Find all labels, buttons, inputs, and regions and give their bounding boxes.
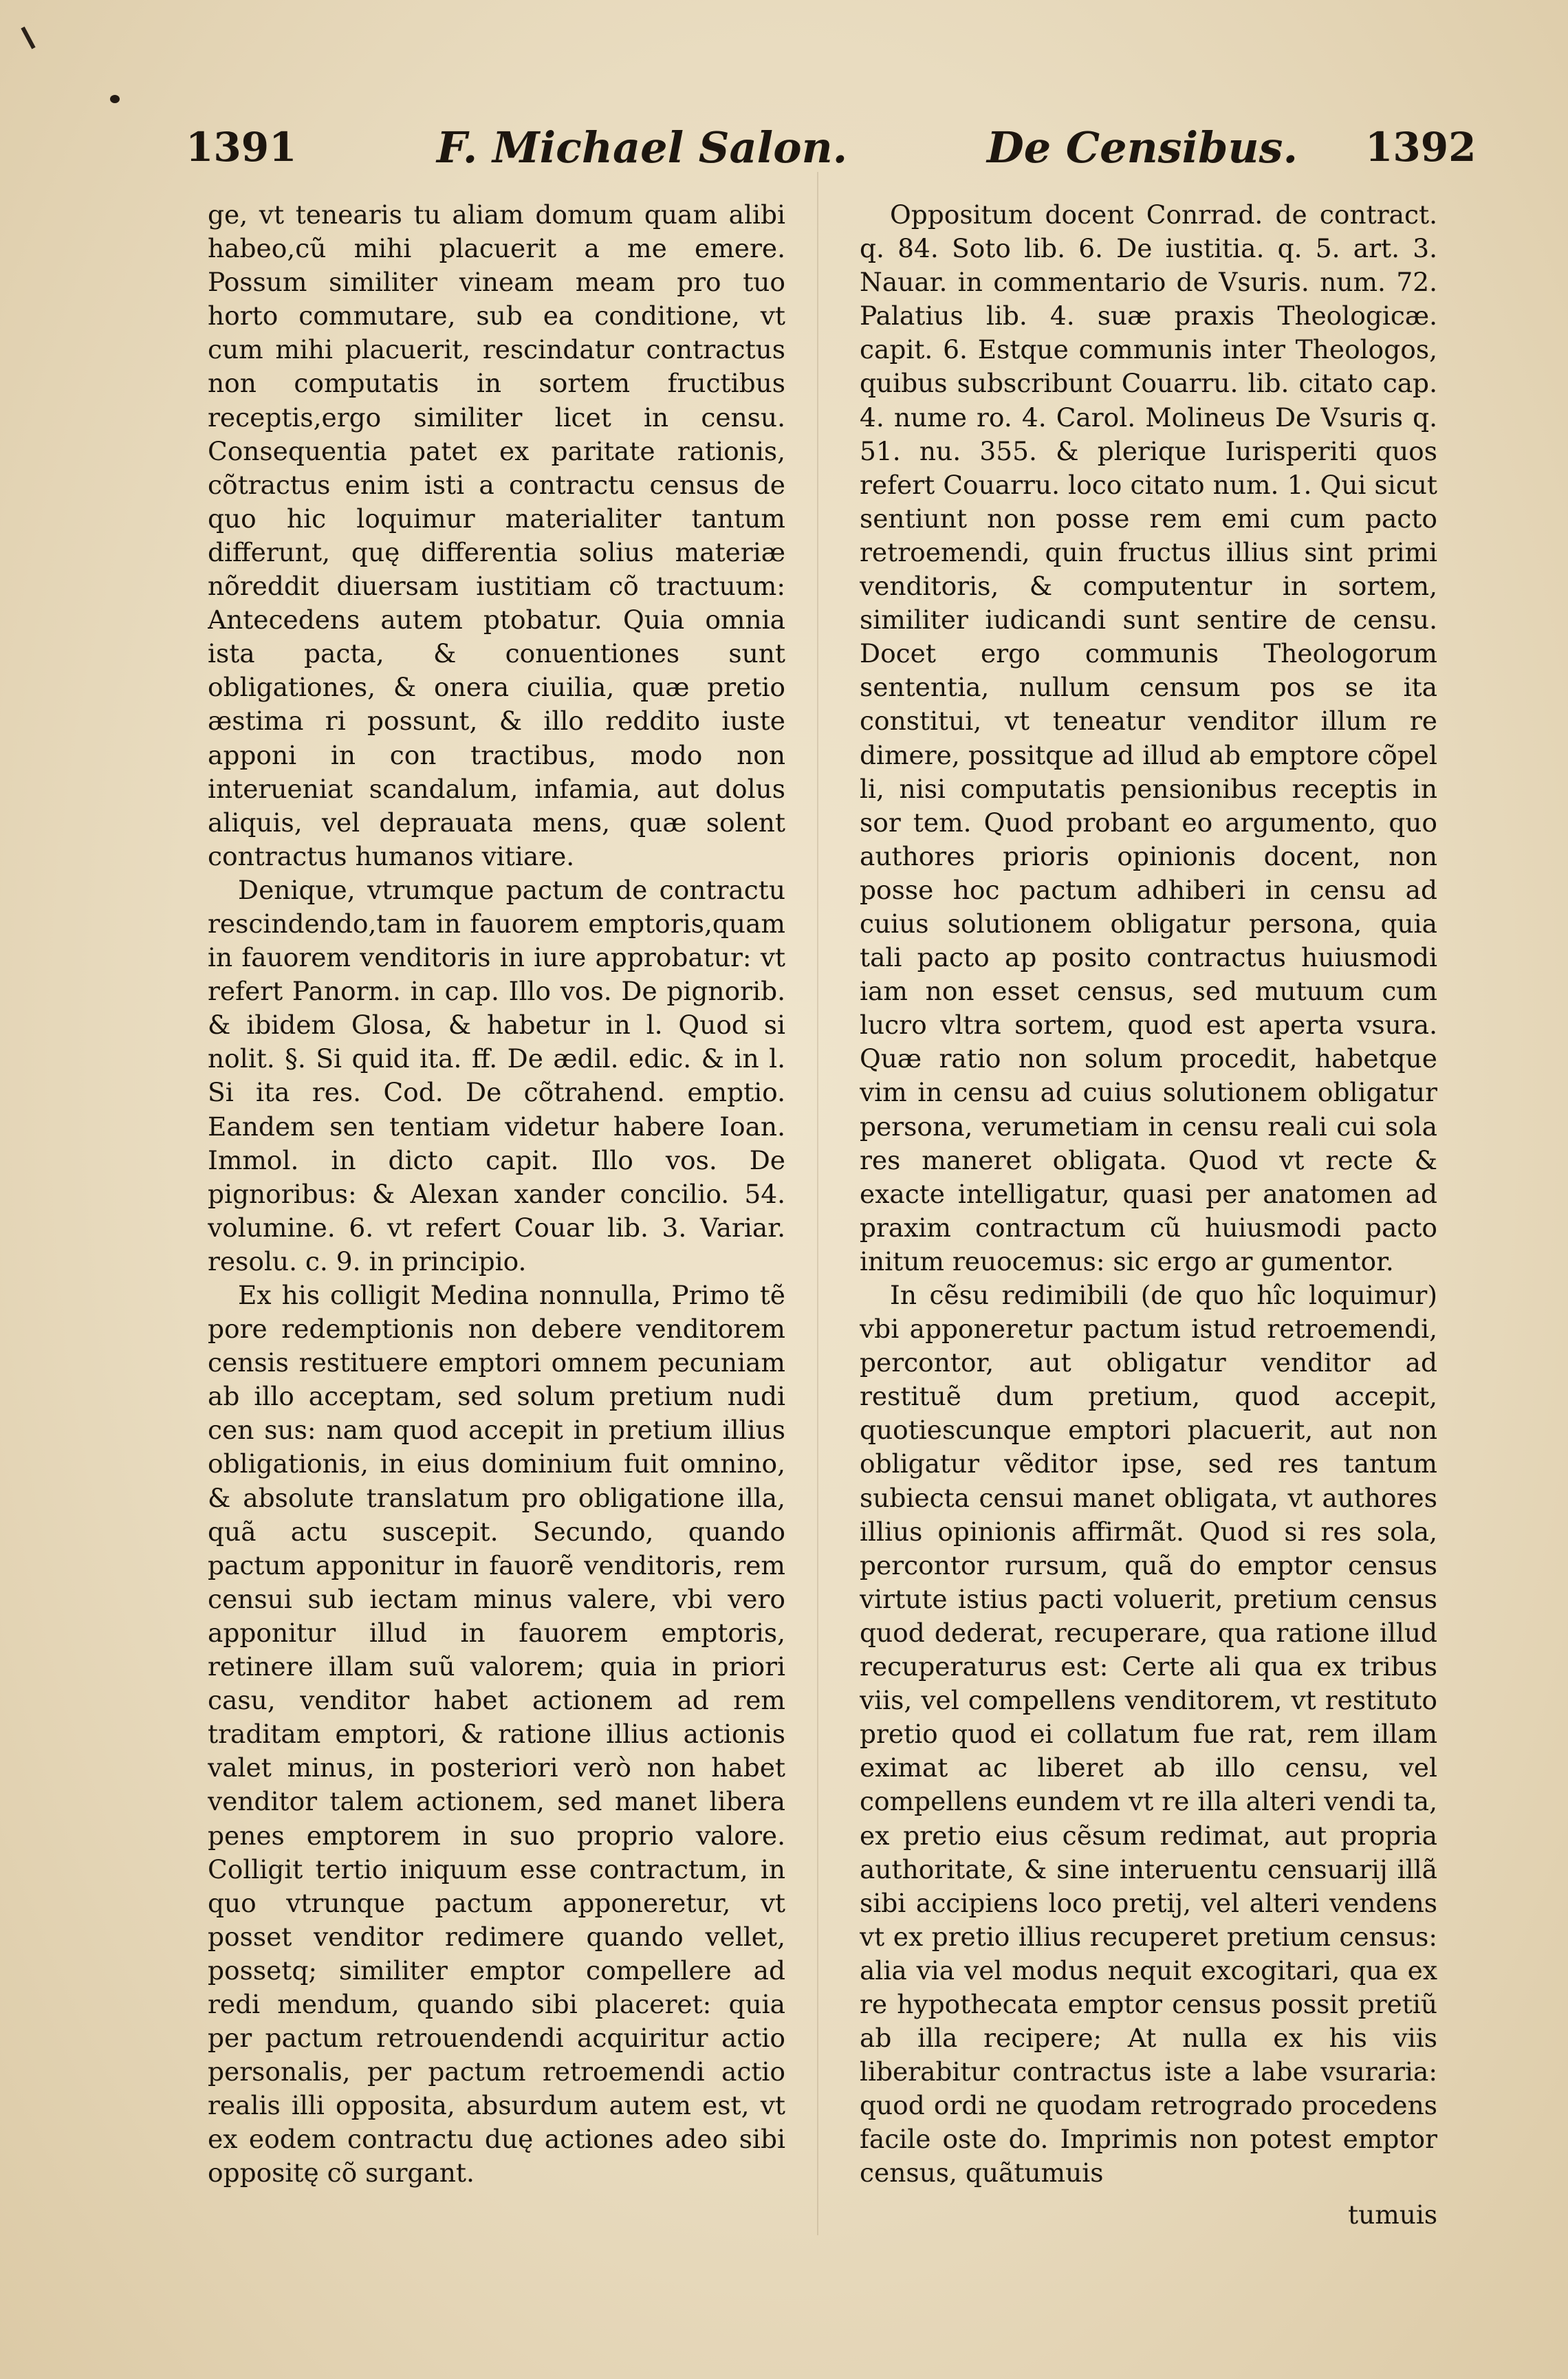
right-running-title: De Censibus. [987, 122, 1298, 173]
ink-mark [21, 27, 35, 50]
paragraph: Denique, vtrumque pactum de contractu rescindendo,tam in fauorem emptoris,quam in fauorem venditoris in iure approbatur: vt refert Panorm. in cap. Illo vos. De pignorib. & ibidem Glosa, & habetur in l. Quod si nolit. §. Si quid ita. ff. De ædil. edic. & in l. Si ita res. Cod. De cõtrahend. emptio. Eandem sen tentiam videtur habere Ioan. Immol. in dicto capit. Illo vos. De pignoribus: & Alexan xander concilio. 54. volumine. 6. vt refert Couar lib. 3. Variar. resolu. c. 9. in principio. [208, 874, 785, 1277]
right-page-number: 1392 [1365, 124, 1477, 171]
catchword: tumuis [1348, 2199, 1438, 2230]
ink-spot [110, 95, 120, 103]
running-header [0, 122, 1568, 177]
paragraph: In cẽsu redimibili (de quo hîc loquimur) vbi apponeretur pactum istud retroemendi, percontor, aut obligatur venditor ad restituẽ dum pretium, quod accepit, quotiescunque emptori placuerit, aut non obligatur vẽditor ipse, sed res tantum subiecta censui manet obligata, vt authores illius opinionis affirmãt. Quod si res sola, percontor rursum, quã do emptor census virtute istius pacti voluerit, pretium census quod dederat, recuperare, qua ratione illud recuperaturus est: Certe ali qua ex tribus viis, vel compellens venditorem, vt restituto pretio quod ei collatum fue rat, rem illam eximat ac liberet ab illo censu, vel compellens eundem vt re illa alteri vendi ta, ex pretio eius cẽsum redimat, aut propria authoritate, & sine interuentu censuarij illã sibi accipiens loco pretij, vel alteri vendens vt ex pretio illius recuperet pretium census: alia via vel modus nequit excogitari, qua ex re hypothecata emptor census possit pretiũ ab illa recipere; At nulla ex his viis liberabitur contractus iste a labe vsuraria: quod ordi ne quodam retrogrado procedens facile oste do. Imprimis non potest emptor census, quãtumuis [860, 1280, 1437, 2188]
left-page-number: 1391 [186, 124, 297, 171]
paragraph: Oppositum docent Conrrad. de contract. q. 84. Soto lib. 6. De iustitia. q. 5. art. 3. Nauar. in commentario de Vsuris. num. 72. Palatius lib. 4. suæ praxis Theologicæ. capit. 6. Estque communis inter Theologos, quibus subscribunt Couarru. lib. citato cap. 4. nume ro. 4. Carol. Molineus De Vsuris q. 51. nu. 355. & plerique Iurisperiti quos refert Couarru. loco citato num. 1. Qui sicut sentiunt non posse rem emi cum pacto retroemendi, quin fructus illius sint primi venditoris, & computentur in sortem, similiter iudicandi sunt sentire de censu. Docet ergo communis Theologorum sententia, nullum censum pos se ita constitui, vt teneatur venditor illum re dimere, possitque ad illud ab emptore cõpel li, nisi computatis pensionibus receptis in sor tem. Quod probant eo argumento, quo authores prioris opinionis docent, non posse hoc pactum adhiberi in censu ad cuius solutionem obligatur persona, quia tali pacto ap posito contractus huiusmodi iam non esset census, sed mutuum cum lucro vltra sortem, quod est aperta vsura. Quæ ratio non solum procedit, habetque vim in censu ad cuius solutionem obligatur persona, verumetiam in censu reali cui sola res maneret obligata. Quod vt recte & exacte intelligatur, quasi per anatomen ad praxim contractum cũ huiusmodi pacto initum reuocemus: sic ergo ar gumentor. [860, 199, 1437, 1277]
left-running-title: F. Michael Salon. [437, 122, 848, 173]
right-text-column [860, 198, 1437, 2234]
paragraph: Ex his colligit Medina nonnulla, Primo tẽ pore redemptionis non debere venditorem censis restituere emptori omnem pecuniam ab illo acceptam, sed solum pretium nudi cen sus: nam quod accepit in pretium illius obligationis, in eius dominium fuit omnino, & absolute translatum pro obligatione illa, quã actu suscepit. Secundo, quando pactum apponitur in fauorẽ venditoris, rem censui sub iectam minus valere, vbi vero apponitur illud in fauorem emptoris, retinere illam suũ valorem; quia in priori casu, venditor habet actionem ad rem traditam emptori, & ratione illius actionis valet minus, in posteriori verò non habet venditor talem actionem, sed manet libera penes emptorem in suo proprio valore. Colligit tertio iniquum esse contractum, in quo vtrunque pactum apponeretur, vt posset venditor redimere quando vellet, possetq; similiter emptor compellere ad redi mendum, quando sibi placeret: quia per pactum retrouendendi acquiritur actio personalis, per pactum retroemendi actio realis illi opposita, absurdum autem est, vt ex eodem contractu duę actiones adeo sibi oppositę cõ surgant. [208, 1280, 785, 2188]
left-text-column [208, 198, 785, 2234]
column-gutter [817, 172, 818, 2235]
paragraph: ge, vt tenearis tu aliam domum quam alibi habeo,cũ mihi placuerit a me emere. Possum similiter vineam meam pro tuo horto commutare, sub ea conditione, vt cum mihi placuerit, rescindatur contractus non computatis in sortem fructibus receptis,ergo similiter licet in censu. Consequentia patet ex paritate rationis, cõtractus enim isti a contractu census de quo hic loquimur materialiter tantum differunt, quę differentia solius materiæ nõreddit diuersam iustitiam cõ tractuum: Antecedens autem ptobatur. Quia omnia ista pacta, & conuentiones sunt obligationes, & onera ciuilia, quæ pretio æstima ri possunt, & illo reddito iuste apponi in con tractibus, modo non interueniat scandalum, infamia, aut dolus aliquis, vel deprauata mens, quæ solent contractus humanos vitiare. [208, 199, 785, 871]
